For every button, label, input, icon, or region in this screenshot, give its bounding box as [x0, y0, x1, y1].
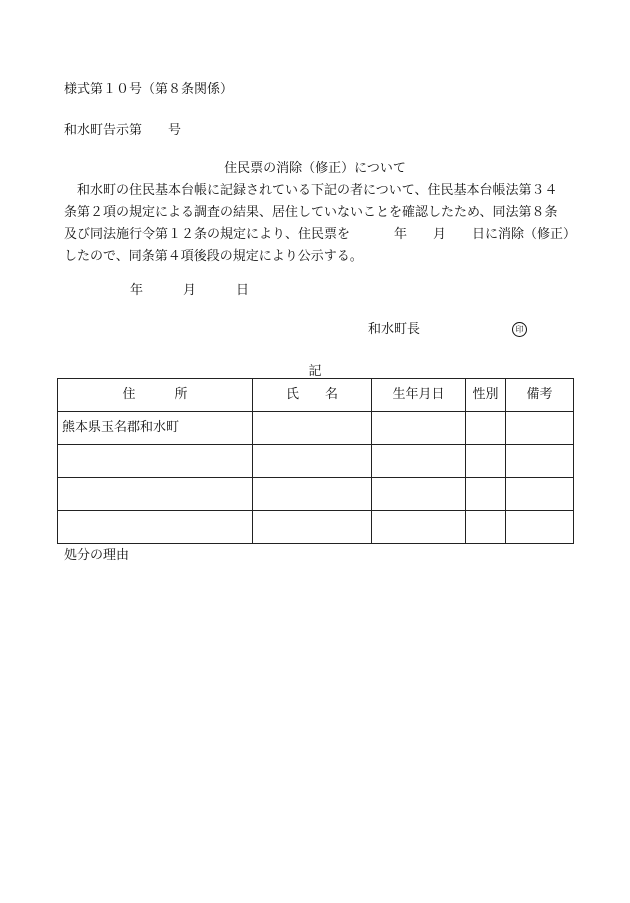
notice-suffix: 号 — [168, 123, 182, 138]
cell-birthdate[interactable] — [372, 511, 466, 544]
table-header-row — [58, 379, 574, 412]
header-address: 住 所 — [58, 379, 253, 412]
table-row — [58, 478, 574, 511]
ki-label: 記 — [308, 364, 322, 379]
notice-number — [64, 121, 181, 141]
date-day: 日 — [236, 283, 250, 298]
cell-sex[interactable] — [466, 478, 506, 511]
cell-remarks[interactable] — [506, 445, 574, 478]
table-row — [58, 412, 574, 445]
header-sex: 性別 — [466, 379, 506, 412]
cell-name[interactable] — [253, 445, 372, 478]
reason-label: 処分の理由 — [64, 548, 130, 563]
cell-birthdate[interactable] — [372, 412, 466, 445]
cell-birthdate[interactable] — [372, 445, 466, 478]
cell-address[interactable] — [58, 478, 253, 511]
mayor-title: 和水町長 — [368, 322, 421, 337]
cell-address[interactable] — [58, 445, 253, 478]
cell-name[interactable] — [253, 412, 372, 445]
body-line-1: 和水町の住民基本台帳に記録されている下記の者について、住民基本台帳法第３４ — [77, 183, 558, 198]
header-name: 氏 名 — [253, 379, 372, 412]
cell-address[interactable] — [58, 511, 253, 544]
table-row — [58, 511, 574, 544]
body-text — [64, 180, 576, 268]
date-line — [130, 281, 249, 301]
seal-icon: 印 — [512, 322, 527, 337]
body-line-4: したので、同条第４項後段の規定により公示する。 — [64, 249, 363, 264]
header-birthdate: 生年月日 — [372, 379, 466, 412]
date-month: 月 — [183, 283, 197, 298]
cell-birthdate[interactable] — [372, 478, 466, 511]
form-number: 様式第１０号（第８条関係） — [64, 82, 234, 97]
cell-remarks[interactable] — [506, 478, 574, 511]
cell-name[interactable] — [253, 478, 372, 511]
mayor-line — [368, 320, 527, 340]
cell-remarks[interactable] — [506, 412, 574, 445]
cell-sex[interactable] — [466, 445, 506, 478]
cell-address[interactable]: 熊本県玉名郡和水町 — [58, 412, 253, 445]
cell-remarks[interactable] — [506, 511, 574, 544]
table-row — [58, 445, 574, 478]
date-year: 年 — [130, 283, 144, 298]
document-title: 住民票の消除（修正）について — [224, 161, 406, 176]
cell-sex[interactable] — [466, 412, 506, 445]
cell-name[interactable] — [253, 511, 372, 544]
cell-sex[interactable] — [466, 511, 506, 544]
record-table — [57, 378, 574, 544]
body-line-2: 条第２項の規定による調査の結果、居住していないことを確認したため、同法第８条 — [64, 205, 558, 220]
header-remarks: 備考 — [506, 379, 574, 412]
body-line-3: 及び同法施行令第１２条の規定により、住民票を 年 月 日に消除（修正） — [64, 227, 577, 242]
notice-prefix: 和水町告示第 — [64, 123, 143, 138]
